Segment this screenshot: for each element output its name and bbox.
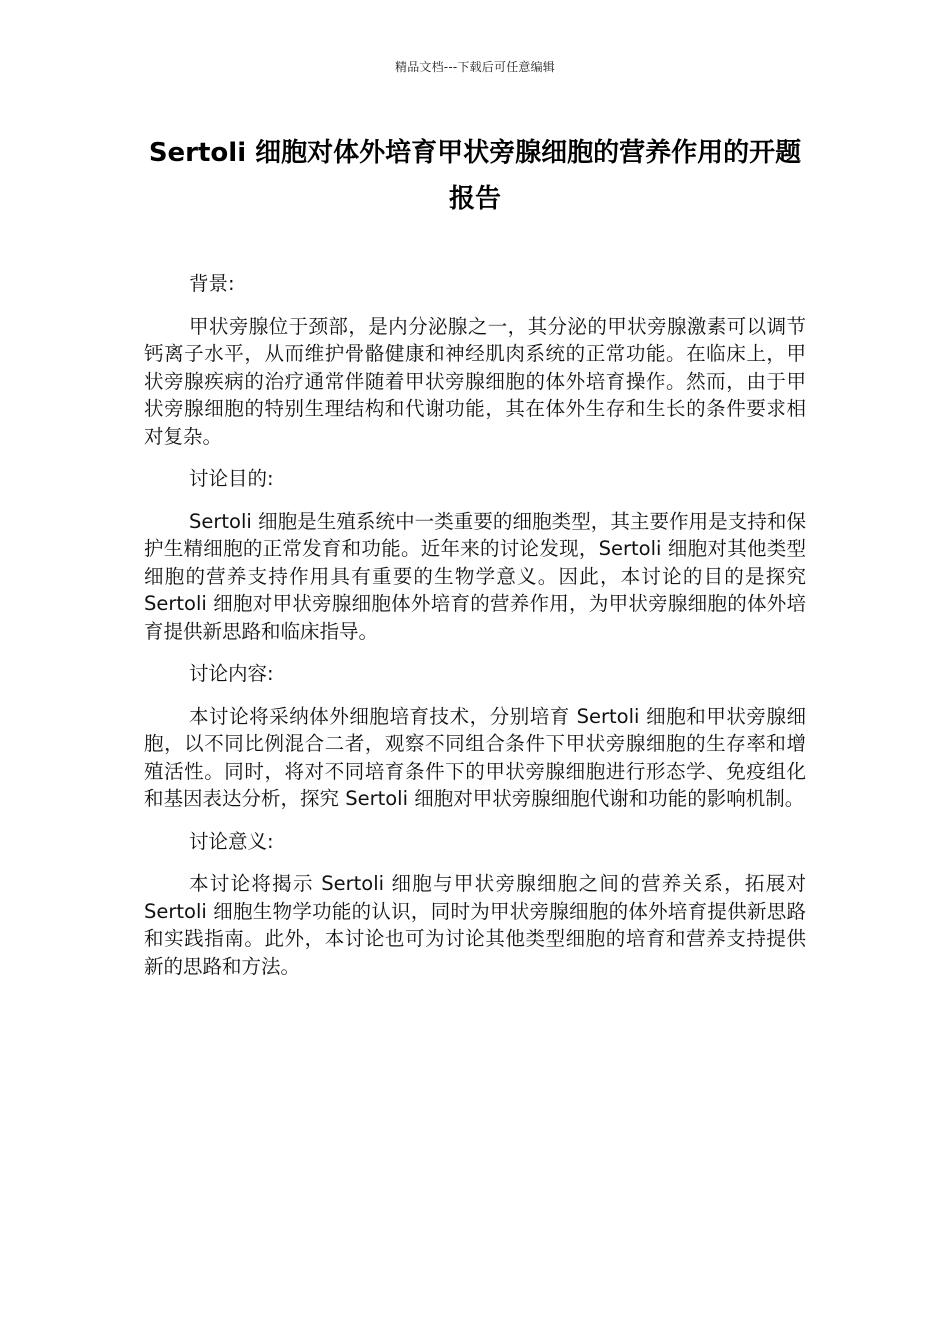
section-paragraph-purpose: Sertoli 细胞是生殖系统中一类重要的细胞类型，其主要作用是支持和保护生精细胞的正常发育和功能。近年来的讨论发现，Sertoli 细胞对其他类型细胞的营养支持作用具有重要的生物学意义。因此，本讨论的目的是探究 Sertoli 细胞对甲状旁腺细胞体外培育的营养作用，为甲状旁腺细胞的体外培育提供新思路和临床指导。 xyxy=(144,509,806,643)
section-paragraph-background: 甲状旁腺位于颈部，是内分泌腺之一，其分泌的甲状旁腺激素可以调节钙离子水平，从而维护骨骼健康和神经肌肉系统的正常功能。在临床上，甲状旁腺疾病的治疗通常伴随着甲状旁腺细胞的体外培育操作。然而，由于甲状旁腺细胞的特别生理结构和代谢功能，其在体外生存和生长的条件要求相对复杂。 xyxy=(144,314,806,448)
document-body xyxy=(144,270,806,995)
header-note: 精品文档---下载后可任意编辑 xyxy=(395,60,555,74)
section-heading-purpose: 讨论目的: xyxy=(189,467,274,490)
section-heading-content: 讨论内容: xyxy=(189,662,274,685)
document-title: Sertoli 细胞对体外培育甲状旁腺细胞的营养作用的开题报告 xyxy=(148,138,802,214)
section-heading-significance: 讨论意义: xyxy=(189,829,274,853)
section-paragraph-content: 本讨论将采纳体外细胞培育技术，分别培育 Sertoli 细胞和甲状旁腺细胞，以不同比例混合二者，观察不同组合条件下甲状旁腺细胞的生存率和增殖活性。同时，将对不同培育条件下的甲状旁腺细胞进行形态学、免疫组化和基因表达分析，探究 Sertoli 细胞对甲状旁腺细胞代谢和功能的影响机制。 xyxy=(144,704,806,810)
section-heading-background: 背景: xyxy=(189,272,235,295)
section-paragraph-significance: 本讨论将揭示 Sertoli 细胞与甲状旁腺细胞之间的营养关系，拓展对 Sertoli 细胞生物学功能的认识，同时为甲状旁腺细胞的体外培育提供新思路和实践指南。此外，本讨论也可为讨论其他类型细胞的培育和营养支持提供新的思路和方法。 xyxy=(144,872,806,978)
